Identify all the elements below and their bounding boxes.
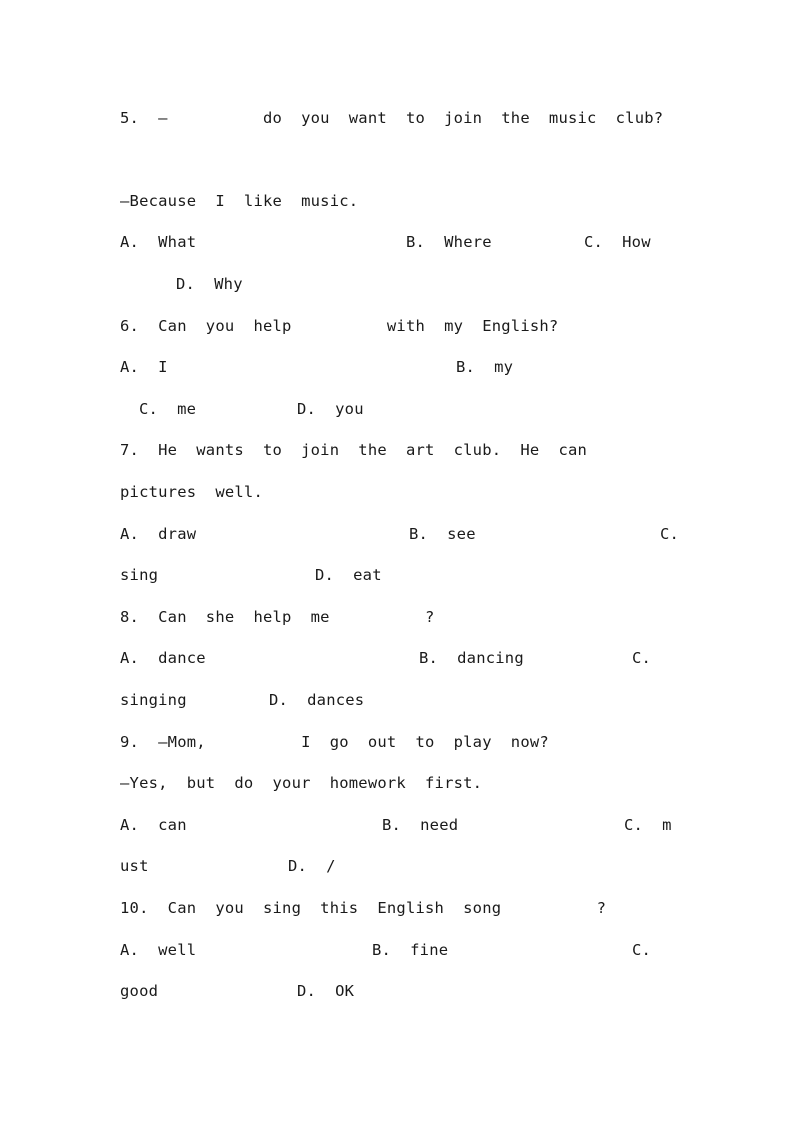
q8-stem: 8. Can she help me ? xyxy=(120,608,435,626)
q8-option-a: A. dance xyxy=(120,649,206,667)
q8-option-c-label: C. xyxy=(632,649,652,667)
q8-option-c-word: singing xyxy=(120,691,187,709)
q5-stem: 5. — do you want to join the music club? xyxy=(120,109,664,127)
q6-option-d: D. you xyxy=(297,400,364,418)
q10-option-c-word: good xyxy=(120,982,159,1000)
q5-response: —Because I like music. xyxy=(120,192,359,210)
q5-option-c: C. How xyxy=(584,233,651,251)
q9-option-c-word: ust xyxy=(120,857,149,875)
q9-option-d: D. / xyxy=(288,857,336,875)
q6-option-a: A. I xyxy=(120,358,168,376)
q10-stem: 10. Can you sing this English song ? xyxy=(120,899,607,917)
q7-option-a: A. draw xyxy=(120,525,197,543)
q8-option-d: D. dances xyxy=(269,691,365,709)
q8-option-b: B. dancing xyxy=(419,649,524,667)
q10-option-b: B. fine xyxy=(372,941,449,959)
q5-option-a: A. What xyxy=(120,233,197,251)
q10-option-d: D. OK xyxy=(297,982,355,1000)
q7-option-c-label: C. xyxy=(660,525,680,543)
q6-option-c: C. me xyxy=(139,400,197,418)
q7-stem-line2: pictures well. xyxy=(120,483,263,501)
q5-option-d: D. Why xyxy=(176,275,243,293)
q9-stem-line1: 9. —Mom, I go out to play now? xyxy=(120,733,549,751)
q6-option-b: B. my xyxy=(456,358,514,376)
q10-option-c-label: C. xyxy=(632,941,652,959)
q9-stem-line2: —Yes, but do your homework first. xyxy=(120,774,483,792)
q5-option-b: B. Where xyxy=(406,233,492,251)
q9-option-c-label: C. m xyxy=(624,816,672,834)
q10-option-a: A. well xyxy=(120,941,197,959)
q9-option-b: B. need xyxy=(382,816,459,834)
q6-stem: 6. Can you help with my English? xyxy=(120,317,559,335)
q7-option-b: B. see xyxy=(409,525,476,543)
q9-option-a: A. can xyxy=(120,816,187,834)
q7-option-c-word: sing xyxy=(120,566,159,584)
q7-stem-line1: 7. He wants to join the art club. He can xyxy=(120,441,588,459)
q7-option-d: D. eat xyxy=(315,566,382,584)
